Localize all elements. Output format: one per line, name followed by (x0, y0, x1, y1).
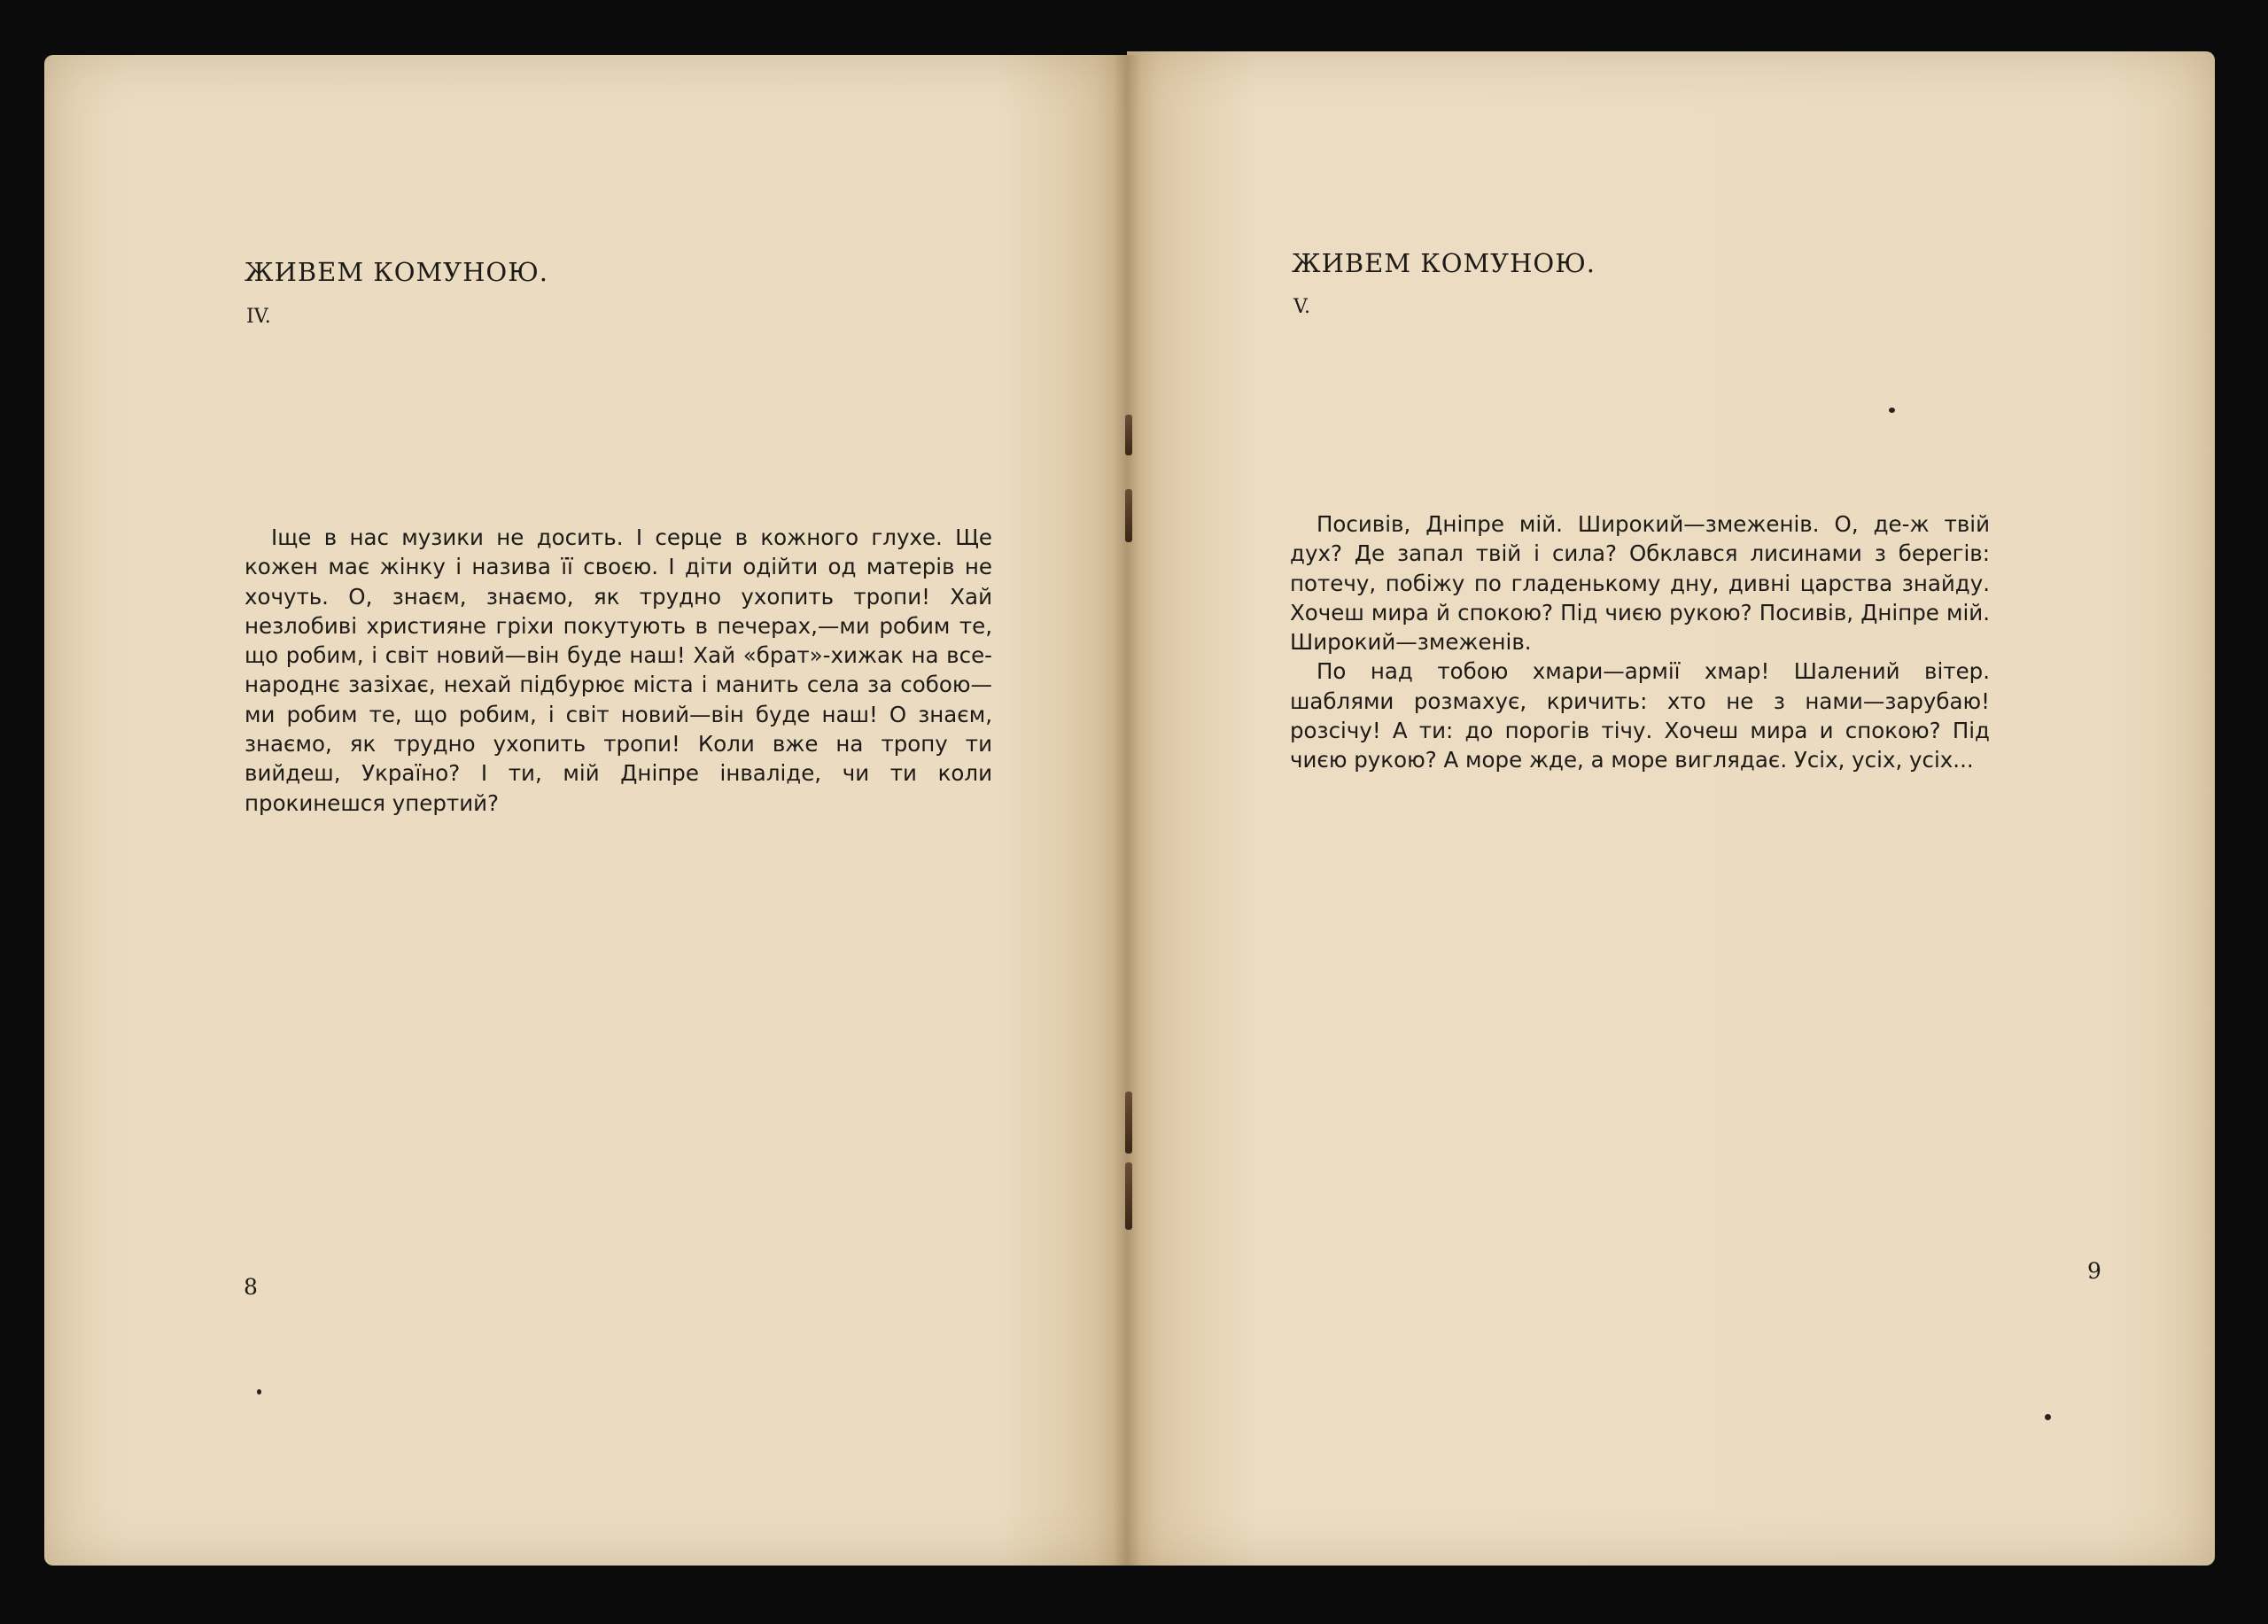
top-staple (1125, 489, 1132, 542)
paper-speck (2045, 1414, 2051, 1420)
right-section-number: V. (1293, 296, 1311, 318)
gutter-shadow (1113, 55, 1141, 1566)
right-paragraph-2: По над тобою хмари—армії хмар! Шалений вітер. шаблями розмахує, кричить: хто не з нами—зарубаю! розсічу! А ти: до порогів тічу. Хочеш мира и спокою? Під чиєю рукою? А море жде, а море виглядає. Усіх, усіх, усіх... (1290, 658, 1990, 773)
paper-speck (257, 1389, 261, 1395)
left-running-head: ЖИВЕМ КОМУНОЮ. (245, 257, 549, 287)
right-page-number: 9 (2087, 1258, 2101, 1284)
top-staple (1125, 415, 1132, 455)
left-body-text (245, 523, 992, 818)
left-page (44, 55, 1127, 1566)
right-page (1127, 51, 2215, 1566)
bottom-staple (1125, 1092, 1132, 1154)
right-running-head: ЖИВЕМ КОМУНОЮ. (1292, 248, 1596, 278)
bottom-staple (1125, 1162, 1132, 1230)
left-page-number: 8 (244, 1274, 258, 1300)
right-paragraph-1: Посивів, Дніпре мій. Широкий—змеженів. О, де-ж твій дух? Де запал твій і сила? Обклався лисинами з берегів: потечу, побіжу по гладенькому дну, дивні царства знайду. Хочеш мира й спокою? Під чиєю рукою? Посивів, Дніпре мій. Широкий—змеженів. (1290, 511, 1990, 656)
left-paragraph: Іще в нас музики не досить. І серце в кожного глухе. Ще кожен має жінку і назива її своєю. І діти одійти од матерів не хочуть. О, знаєм, знаємо, як трудно ухопить тропи! Хай незлобиві християне гріхи покутують в печерах,—ми робим те, що робим, і світ новий—він буде наш! Хай «брат»-хижак на все-народнє зазіхає, нехай підбурює міста і манить села за собою—ми робим те, що робим, і світ новий—він буде наш! О знаєм, знаємо, як трудно ухопить тропи! Коли вже на тропу ти вийдеш, Україно? І ти, мій Дніпре інваліде, чи ти коли прокинешся упертий? (245, 524, 992, 816)
left-section-number: IV. (246, 306, 271, 328)
book-spread (44, 55, 2215, 1566)
right-body-text (1290, 509, 1990, 775)
paper-speck (1889, 408, 1895, 413)
